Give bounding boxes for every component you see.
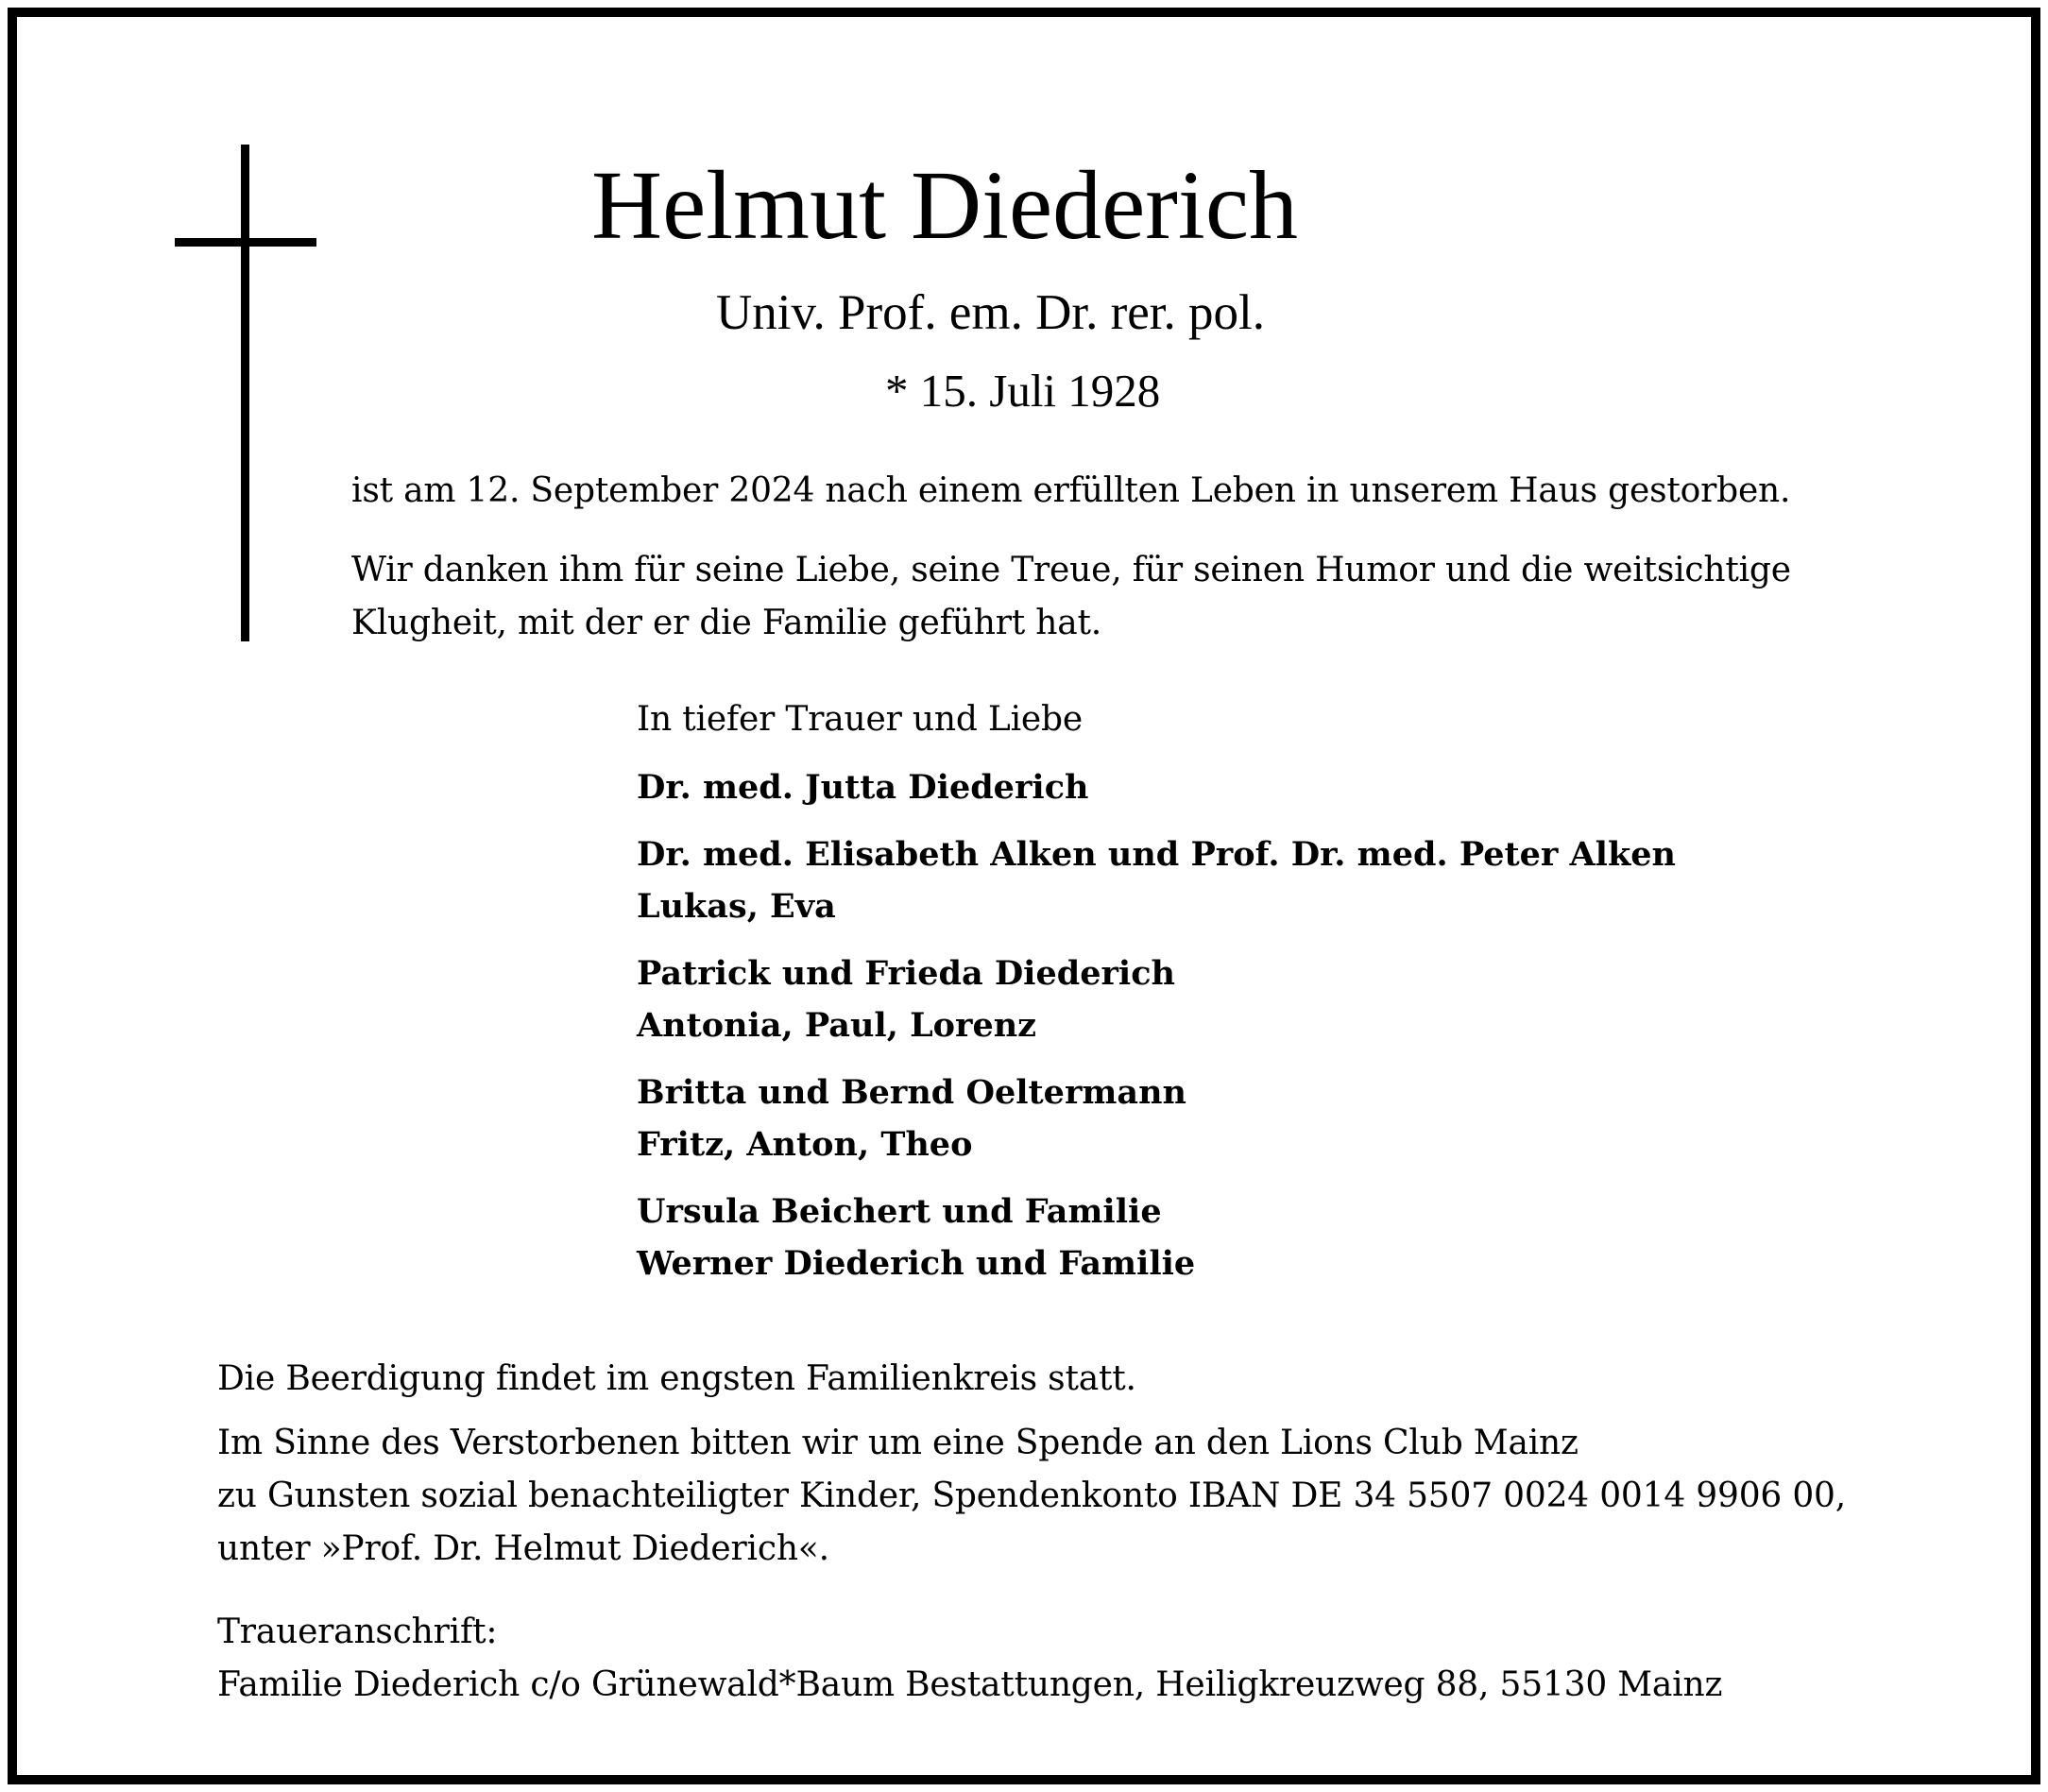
mourner-line: Antonia, Paul, Lorenz xyxy=(637,1006,1037,1045)
mourner-line: Ursula Beichert und Familie xyxy=(637,1192,1162,1231)
deceased-name-text: Helmut Diederich xyxy=(591,151,1298,260)
donation-line: zu Gunsten sozial benachteiligter Kinder, Spendenkonto IBAN DE 34 5507 0024 0014 9906 00, xyxy=(217,1476,1846,1515)
thanks-line: Wir danken ihm für seine Liebe, seine Treue, für seinen Humor und die weitsichtige xyxy=(351,551,1791,589)
grief-line: In tiefer Trauer und Liebe xyxy=(637,700,1083,739)
mourner-group xyxy=(637,947,1676,1051)
donation-line: unter »Prof. Dr. Helmut Diederich«. xyxy=(217,1529,829,1568)
mourner-line: Werner Diederich und Familie xyxy=(637,1244,1196,1283)
mourner-group xyxy=(637,1186,1676,1289)
birth-date: * 15. Juli 1928 xyxy=(885,365,1161,417)
donation-line: Im Sinne des Verstorbenen bitten wir um eine Spende an den Lions Club Mainz xyxy=(217,1424,1579,1462)
thanks-line: Klugheit, mit der er die Familie geführt hat. xyxy=(351,604,1101,642)
address-label: Traueranschrift: xyxy=(217,1613,498,1651)
mourner-line: Dr. med. Jutta Diederich xyxy=(637,768,1089,807)
mourners-list xyxy=(637,761,1676,1305)
academic-title: Univ. Prof. em. Dr. rer. pol. xyxy=(716,285,1265,340)
mourner-group xyxy=(637,828,1676,932)
deceased-name xyxy=(0,146,2048,265)
mourner-line: Patrick und Frieda Diederich xyxy=(637,954,1175,993)
mourner-line: Lukas, Eva xyxy=(637,887,836,926)
mourner-group xyxy=(637,761,1676,813)
burial-info: Die Beerdigung findet im engsten Familienkreis statt. xyxy=(217,1359,1136,1398)
mourner-group xyxy=(637,1067,1676,1170)
mourner-line: Dr. med. Elisabeth Alken und Prof. Dr. med. Peter Alken xyxy=(637,835,1676,874)
mourning-address xyxy=(217,1606,1722,1712)
thanks-paragraph xyxy=(351,544,1791,650)
address-text: Familie Diederich c/o Grünewald*Baum Bestattungen, Heiligkreuzweg 88, 55130 Mainz xyxy=(217,1665,1723,1704)
donation-info xyxy=(217,1417,1846,1576)
death-notice: ist am 12. September 2024 nach einem erfüllten Leben in unserem Haus gestorben. xyxy=(351,471,1791,510)
mourner-line: Fritz, Anton, Theo xyxy=(637,1125,973,1164)
mourner-line: Britta und Bernd Oeltermann xyxy=(637,1073,1186,1112)
